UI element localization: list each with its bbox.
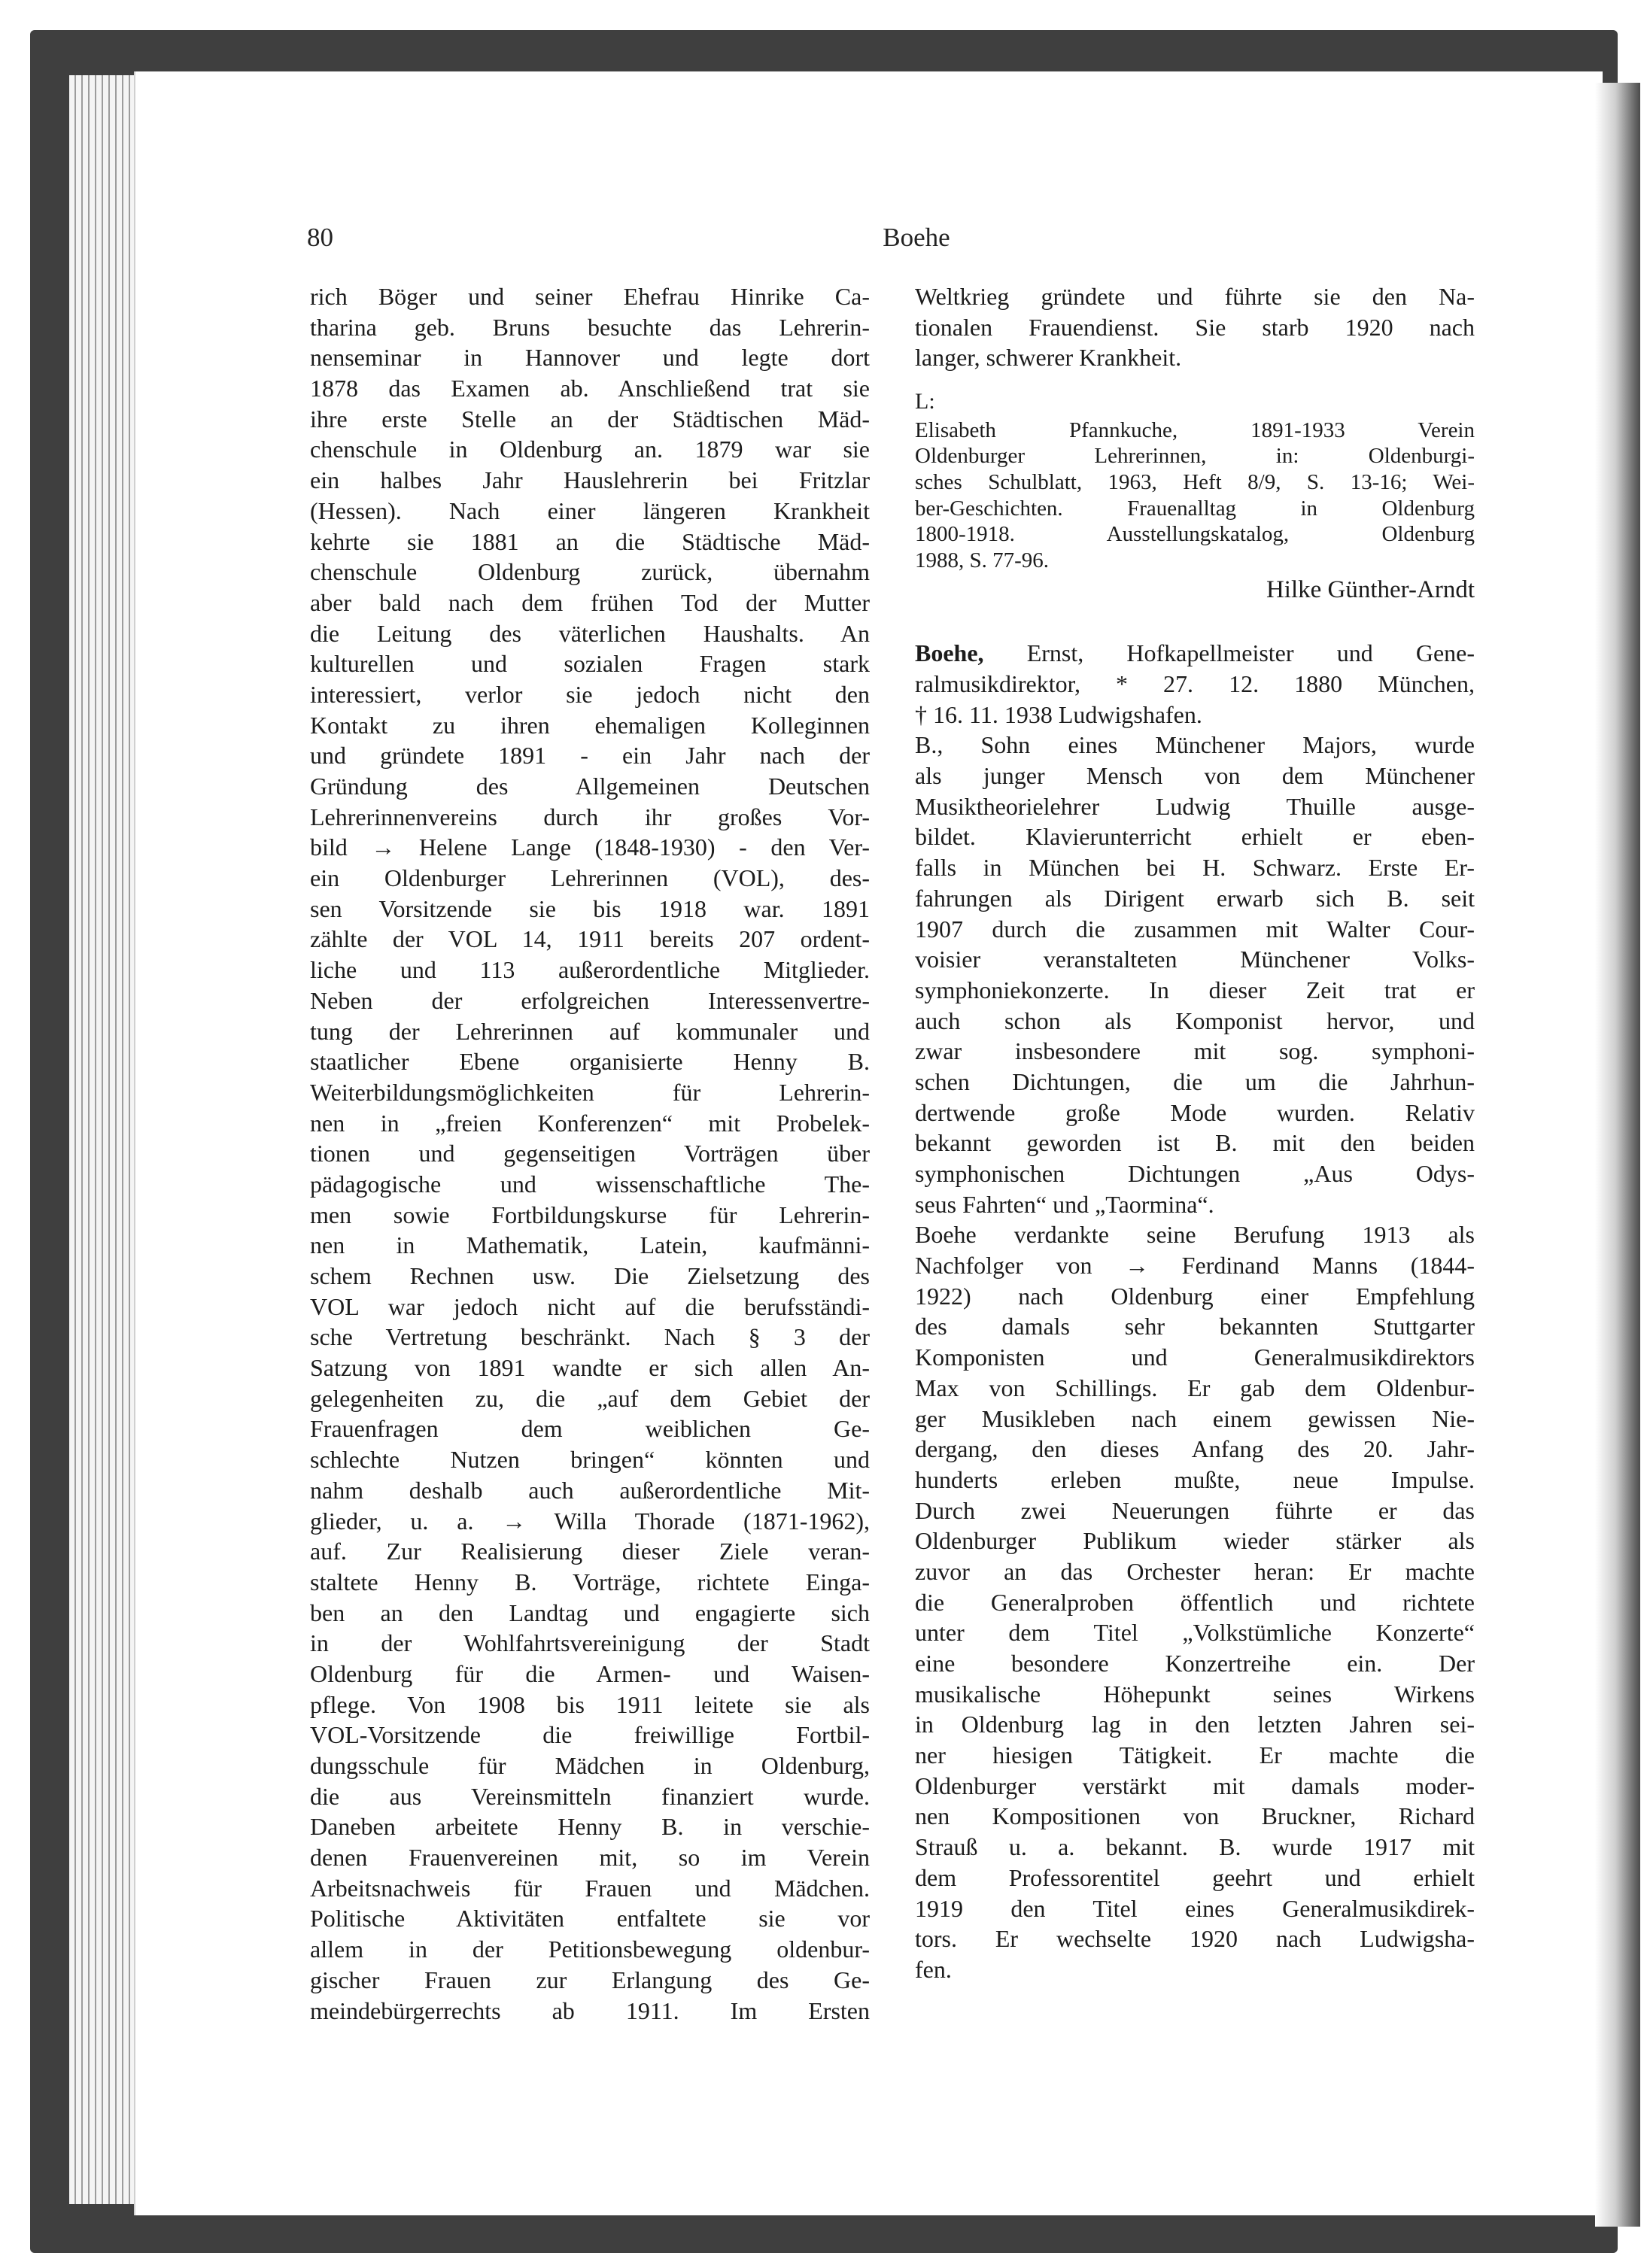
text-line: Boehe verdankte seine Berufung 1913 als (915, 1221, 1475, 1249)
text-line: VOL-Vorsitzende die freiwillige Fortbil- (310, 1721, 870, 1749)
text-line: sche Vertretung beschränkt. Nach § 3 der (310, 1323, 870, 1351)
text-line: Elisabeth Pfannkuche, 1891-1933 Verein (915, 417, 1475, 442)
literature-references (915, 417, 1475, 574)
text-line: staltete Henny B. Vorträge, richtete Einga- (310, 1568, 870, 1595)
literature-label: L: (915, 389, 935, 414)
text-line: Satzung von 1891 wandte er sich allen An- (310, 1354, 870, 1382)
text-line: ein Oldenburger Lehrerinnen (VOL), des- (310, 864, 870, 892)
text-line: langer, schwerer Krankheit. (915, 344, 1182, 372)
text-line: Oldenburger verstärkt mit damals moder- (915, 1772, 1475, 1799)
text-line: ner hiesigen Tätigkeit. Er machte die (915, 1741, 1475, 1769)
text-line: Kontakt zu ihren ehemaligen Kolleginnen (310, 711, 870, 739)
text-line: ein halbes Jahr Hauslehrerin bei Fritzlar (310, 466, 870, 494)
text-line: tors. Er wechselte 1920 nach Ludwigsha- (915, 1925, 1475, 1953)
text-line: schlechte Nutzen bringen“ könnten und (310, 1446, 870, 1474)
text-line: fahrungen als Dirigent erwarb sich B. seit (915, 884, 1475, 912)
text-line: men sowie Fortbildungskurse für Lehrerin- (310, 1201, 870, 1228)
text-line: die aus Vereinsmitteln finanziert wurde. (310, 1782, 870, 1810)
text-line: Komponisten und Generalmusikdirektors (915, 1343, 1475, 1371)
running-head (307, 218, 1481, 257)
text-line: Oldenburger Lehrerinnen, in: Oldenburgi- (915, 444, 1475, 469)
text-line: Weltkrieg gründete und führte sie den Na- (915, 283, 1475, 310)
text-line: Gründung des Allgemeinen Deutschen (310, 773, 870, 800)
running-title: Boehe (883, 223, 950, 252)
entry-heading-line: ralmusikdirektor, * 27. 12. 1880 München, (915, 670, 1475, 697)
page-gutter-shadow (1595, 83, 1640, 2227)
right-column (915, 281, 1475, 1985)
text-line: ger Musikleben nach einem gewissen Nie- (915, 1404, 1475, 1432)
text-line: die Leitung des väterlichen Haushalts. An (310, 619, 870, 647)
text-line: kulturellen und sozialen Fragen stark (310, 650, 870, 678)
text-line: nenseminar in Hannover und legte dort (310, 344, 870, 372)
text-line: bildet. Klavierunterricht erhielt er eben- (915, 823, 1475, 851)
text-line: sches Schulblatt, 1963, Heft 8/9, S. 13-16; Wei- (915, 469, 1475, 494)
text-line: Strauß u. a. bekannt. B. wurde 1917 mit (915, 1833, 1475, 1861)
text-line: gischer Frauen zur Erlangung des Ge- (310, 1966, 870, 1993)
entry-heading-line: † 16. 11. 1938 Ludwigshafen. (915, 700, 1202, 728)
text-line: Lehrerinnenvereins durch ihr großes Vor- (310, 803, 870, 830)
page-number: 80 (307, 223, 333, 252)
text-line: symphoniekonzerte. In dieser Zeit trat er (915, 976, 1475, 1003)
text-line: auch schon als Komponist hervor, und (915, 1006, 1475, 1034)
text-line: Frauenfragen dem weiblichen Ge- (310, 1415, 870, 1443)
text-line: schem Rechnen usw. Die Zielsetzung des (310, 1262, 870, 1289)
entry-separator (915, 606, 1475, 638)
text-line: dergang, den dieses Anfang des 20. Jahr- (915, 1435, 1475, 1463)
text-line: zwar insbesondere mit sog. symphoni- (915, 1037, 1475, 1065)
text-line: eine besondere Konzertreihe ein. Der (915, 1650, 1475, 1677)
entry-headword: Boehe, (915, 639, 984, 667)
text-line: seus Fahrten“ und „Taormina“. (915, 1190, 1214, 1218)
text-line: 1988, S. 77-96. (915, 548, 1050, 572)
text-line: nen Kompositionen von Bruckner, Richard (915, 1802, 1475, 1830)
text-line: VOL war jedoch nicht auf die berufsständi- (310, 1292, 870, 1320)
text-line: 1922) nach Oldenburg einer Empfehlung (915, 1282, 1475, 1310)
text-line: dem Professorentitel geehrt und erhielt (915, 1863, 1475, 1891)
text-line: rich Böger und seiner Ehefrau Hinrike Ca- (310, 283, 870, 310)
text-line: allem in der Petitionsbewegung oldenbur- (310, 1936, 870, 1963)
text-line: 1919 den Titel eines Generalmusikdirek- (915, 1894, 1475, 1922)
text-line: tionalen Frauendienst. Sie starb 1920 nach (915, 313, 1475, 341)
left-column (310, 281, 870, 2026)
text-line: tionen und gegenseitigen Vorträgen über (310, 1140, 870, 1167)
text-line: Daneben arbeitete Henny B. in verschie- (310, 1813, 870, 1841)
text-line: Nachfolger von → Ferdinand Manns (1844- (915, 1252, 1475, 1280)
entry-body (915, 730, 1475, 1984)
text-line: nahm deshalb auch außerordentliche Mit- (310, 1476, 870, 1504)
text-line: 1800-1918. Ausstellungskatalog, Oldenburg (915, 522, 1475, 547)
text-line: 1878 das Examen ab. Anschließend trat sie (310, 375, 870, 402)
text-line: in der Wohlfahrtsvereinigung der Stadt (310, 1629, 870, 1657)
text-line: des damals sehr bekannten Stuttgarter (915, 1313, 1475, 1340)
text-line: (Hessen). Nach einer längeren Krankheit (310, 496, 870, 524)
text-line: nen in „freien Konferenzen“ mit Probelek- (310, 1109, 870, 1137)
text-line: Oldenburg für die Armen- und Waisen- (310, 1659, 870, 1687)
text-line: glieder, u. a. → Willa Thorade (1871-1962), (310, 1507, 870, 1535)
entry-author: Hilke Günther-Arndt (1266, 576, 1475, 604)
text-line: Oldenburger Publikum wieder stärker als (915, 1527, 1475, 1555)
text-line: ihre erste Stelle an der Städtischen Mäd- (310, 405, 870, 433)
text-line: dertwende große Mode wurden. Relativ (915, 1098, 1475, 1126)
text-line: Neben der erfolgreichen Interessenvertre- (310, 986, 870, 1014)
text-line: schen Dichtungen, die um die Jahrhun- (915, 1067, 1475, 1095)
text-line: tharina geb. Bruns besuchte das Lehrerin- (310, 313, 870, 341)
text-line: falls in München bei H. Schwarz. Erste Er- (915, 854, 1475, 882)
entry-heading-line (915, 638, 1475, 669)
text-line: denen Frauenvereinen mit, so im Verein (310, 1844, 870, 1872)
text-line: sen Vorsitzende sie bis 1918 war. 1891 (310, 894, 870, 922)
text-line: bild → Helene Lange (1848-1930) - den Ver- (310, 833, 870, 861)
text-line: hunderts erleben mußte, neue Impulse. (915, 1465, 1475, 1493)
text-line: musikalische Höhepunkt seines Wirkens (915, 1680, 1475, 1708)
text-line: staatlicher Ebene organisierte Henny B. (310, 1048, 870, 1076)
text-line: die Generalproben öffentlich und richtete (915, 1588, 1475, 1616)
text-line: auf. Zur Realisierung dieser Ziele veran- (310, 1538, 870, 1565)
text-line: zählte der VOL 14, 1911 bereits 207 ordent- (310, 925, 870, 953)
text-line: Musiktheorielehrer Ludwig Thuille ausge- (915, 792, 1475, 820)
text-line: dungsschule für Mädchen in Oldenburg, (310, 1752, 870, 1779)
text-line: ben an den Landtag und engagierte sich (310, 1599, 870, 1626)
text-line: als junger Mensch von dem Münchener (915, 762, 1475, 790)
text-line: zuvor an das Orchester heran: Er machte (915, 1557, 1475, 1585)
text-line: in Oldenburg lag in den letzten Jahren sei- (915, 1711, 1475, 1738)
text-line: fen. (915, 1955, 952, 1983)
text-line: und gründete 1891 - ein Jahr nach der (310, 742, 870, 770)
text-line: 1907 durch die zusammen mit Walter Cour- (915, 915, 1475, 943)
text-line: chenschule in Oldenburg an. 1879 war sie (310, 436, 870, 463)
text-line: symphonischen Dichtungen „Aus Odys- (915, 1160, 1475, 1187)
entry-heading-text: Ernst, Hofkapellmeister und Gene- (1026, 639, 1475, 667)
text-line: gelegenheiten zu, die „auf dem Gebiet der (310, 1384, 870, 1412)
text-line: Arbeitsnachweis für Frauen und Mädchen. (310, 1874, 870, 1902)
text-line: Durch zwei Neuerungen führte er das (915, 1496, 1475, 1524)
text-line: interessiert, verlor sie jedoch nicht den (310, 680, 870, 708)
text-line: pädagogische und wissenschaftliche The- (310, 1170, 870, 1198)
text-line: B., Sohn eines Münchener Majors, wurde (915, 731, 1475, 759)
text-line: ber-Geschichten. Frauenalltag in Oldenburg (915, 496, 1475, 521)
text-line: pflege. Von 1908 bis 1911 leitete sie als (310, 1690, 870, 1718)
text-line: kehrte sie 1881 an die Städtische Mäd- (310, 527, 870, 555)
text-line: chenschule Oldenburg zurück, übernahm (310, 558, 870, 586)
text-line: Max von Schillings. Er gab dem Oldenbur- (915, 1374, 1475, 1401)
text-line: bekannt geworden ist B. mit den beiden (915, 1129, 1475, 1157)
text-line: aber bald nach dem frühen Tod der Mutter (310, 588, 870, 616)
text-line: liche und 113 außerordentliche Mitglieder. (310, 956, 870, 984)
text-line: meindebürgerrechts ab 1911. Im Ersten (310, 1996, 870, 2024)
text-line: Politische Aktivitäten entfaltete sie vor (310, 1905, 870, 1933)
previous-entry-conclusion (915, 281, 1475, 373)
text-line: unter dem Titel „Volkstümliche Konzerte“ (915, 1619, 1475, 1647)
text-line: nen in Mathematik, Latein, kaufmänni- (310, 1231, 870, 1259)
text-line: voisier veranstalteten Münchener Volks- (915, 946, 1475, 973)
text-line: Weiterbildungsmöglichkeiten für Lehrerin- (310, 1078, 870, 1106)
text-line: tung der Lehrerinnen auf kommunaler und (310, 1017, 870, 1045)
